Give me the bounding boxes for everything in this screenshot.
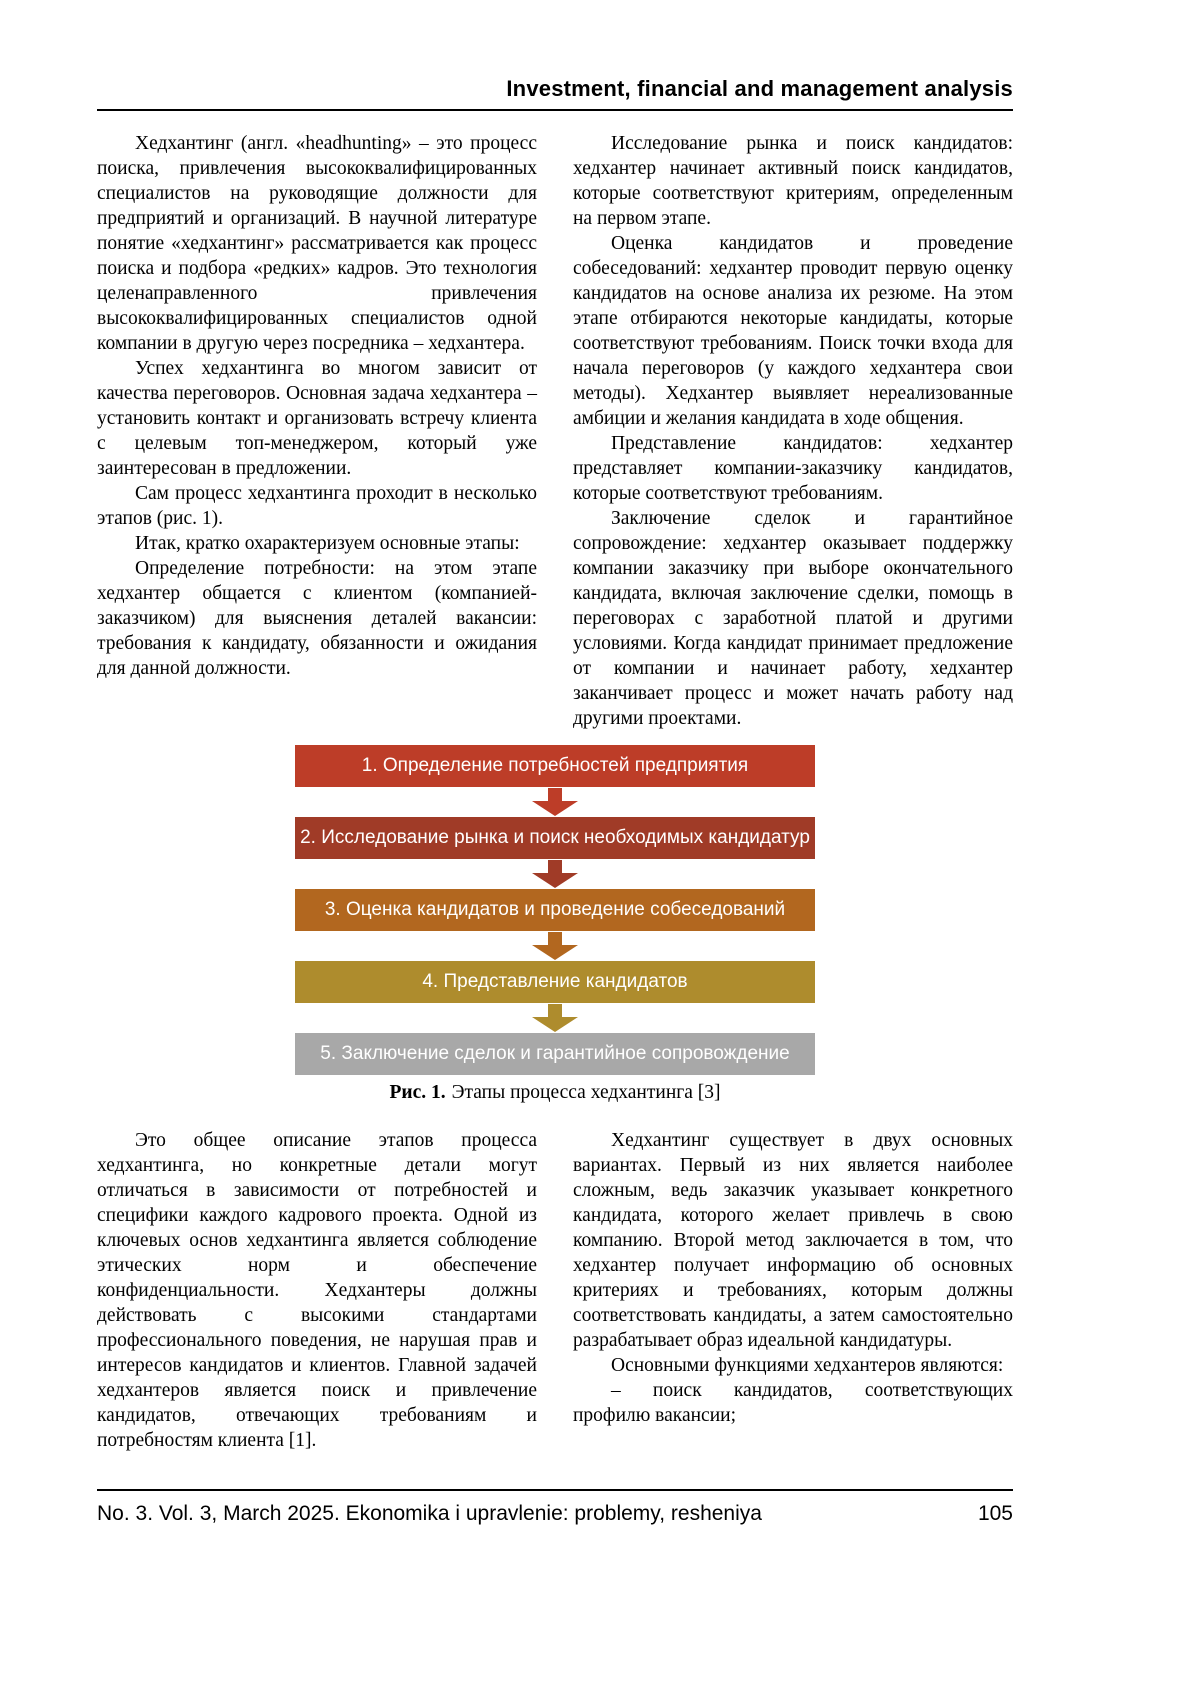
top-text-block bbox=[97, 131, 1013, 737]
list-item: – поиск кандидатов, соответствующих профилю вакансии; bbox=[573, 1380, 1013, 1426]
paragraph: Это общее описание этапов процесса хедхантинга, но конкретные детали могут отличаться в зависимости от потребностей и специфики каждого кадрового проекта. Одной из ключевых основ хедхантинга является соблюдение этических норм и обеспечение конфиденциальности. Хедхантеры должны действовать с высокими стандартами профессионального поведения, не нарушая прав и интересов кандидатов и клиентов. Главной задачей хедхантеров является поиск и привлечение кандидатов, отвечающих требованиям и потребностям клиента [1]. bbox=[97, 1130, 537, 1451]
down-arrow-icon bbox=[532, 788, 578, 816]
flow-step-2: 2. Исследование рынка и поиск необходимых кандидатур bbox=[295, 817, 815, 859]
paragraph: Представление кандидатов: хедхантер представляет компании-заказчику кандидатов, которые соответствуют требованиям. bbox=[573, 433, 1013, 504]
paragraph: Хедхантинг существует в двух основных вариантах. Первый из них является наиболее сложным, ведь заказчик указывает конкретного кандидата, которого желает привлечь в свою компанию. Второй метод заключается в том, что хедхантер получает информацию об основных критериях и требованиях, которым должны соответствовать кандидаты, а затем самостоятельно разрабатывает образ идеальной кандидатуры. bbox=[573, 1130, 1013, 1351]
page-number: 105 bbox=[977, 1502, 1013, 1525]
running-head-title: Investment, financial and management analysis bbox=[506, 76, 1013, 101]
figure-caption-label: Рис. 1. bbox=[389, 1082, 446, 1103]
figure-caption-text: Этапы процесса хедхантинга [3] bbox=[451, 1082, 721, 1103]
flow-step-4: 4. Представление кандидатов bbox=[295, 961, 815, 1003]
bottom-text-block bbox=[97, 1128, 1013, 1464]
paragraph: Оценка кандидатов и проведение собеседований: хедхантер проводит первую оценку кандидатов на основе анализа их резюме. На этом этапе отбираются некоторые кандидаты, которые соответствуют требованиям. Поиск точки входа для начала переговоров (у каждого хедхантера свои методы). Хедхантер выявляет нереализованные амбиции и желания кандидата в ходе общения. bbox=[573, 233, 1013, 429]
down-arrow-icon bbox=[532, 860, 578, 888]
paragraph: Заключение сделок и гарантийное сопровождение: хедхантер оказывает поддержку компании заказчику при выборе окончательного кандидата, включая заключение сделки, помощь в переговорах с заработной платой и другими условиями. Когда кандидат принимает предложение от компании и начинает работу, хедхантер заканчивает процесс и может начать работу над другими проектами. bbox=[573, 508, 1013, 729]
paragraph: Итак, кратко охарактеризуем основные этапы: bbox=[135, 533, 520, 554]
paragraph: Определение потребности: на этом этапе хедхантер общается с клиентом (компанией-заказчиком) для выяснения деталей вакансии: требования к кандидату, обязанности и ожидания для данной должности. bbox=[97, 558, 537, 679]
paragraph: Основными функциями хедхантеров являются: bbox=[611, 1355, 1004, 1376]
top-right-column bbox=[573, 131, 1013, 737]
paragraph: Сам процесс хедхантинга проходит в несколько этапов (рис. 1). bbox=[97, 483, 537, 529]
paragraph: Исследование рынка и поиск кандидатов: хедхантер начинает активный поиск кандидатов, которые соответствуют критериям, определенным на первом этапе. bbox=[573, 133, 1013, 229]
paragraph: Успех хедхантинга во многом зависит от качества переговоров. Основная задача хедхантера – установить контакт и организовать встречу клиента с целевым топ-менеджером, который уже заинтересован в предложении. bbox=[97, 358, 537, 479]
flowchart-figure bbox=[97, 745, 1013, 1075]
footer bbox=[97, 1502, 1013, 1526]
down-arrow-icon bbox=[532, 1004, 578, 1032]
bottom-right-column bbox=[573, 1128, 1013, 1464]
bottom-left-column bbox=[97, 1128, 537, 1464]
journal-info: No. 3. Vol. 3, March 2025. Ekonomika i upravlenie: problemy, resheniya bbox=[97, 1502, 762, 1525]
footer-rule bbox=[97, 1489, 1013, 1491]
paragraph: Хедхантинг (англ. «headhunting» – это процесс поиска, привлечения высококвалифицированных специалистов на руководящие должности для предприятий и организаций. В научной литературе понятие «хедхантинг» рассматривается как процесс поиска и подбора «редких» кадров. Это технология целенаправленного привлечения высококвалифицированных специалистов одной компании в другую через посредника – хедхантера. bbox=[97, 133, 537, 354]
header-rule bbox=[97, 109, 1013, 111]
figure-caption bbox=[97, 1082, 1013, 1104]
top-left-column bbox=[97, 131, 537, 737]
down-arrow-icon bbox=[532, 932, 578, 960]
flow-step-1: 1. Определение потребностей предприятия bbox=[295, 745, 815, 787]
flow-step-3: 3. Оценка кандидатов и проведение собеседований bbox=[295, 889, 815, 931]
flow-step-5: 5. Заключение сделок и гарантийное сопровождение bbox=[295, 1033, 815, 1075]
